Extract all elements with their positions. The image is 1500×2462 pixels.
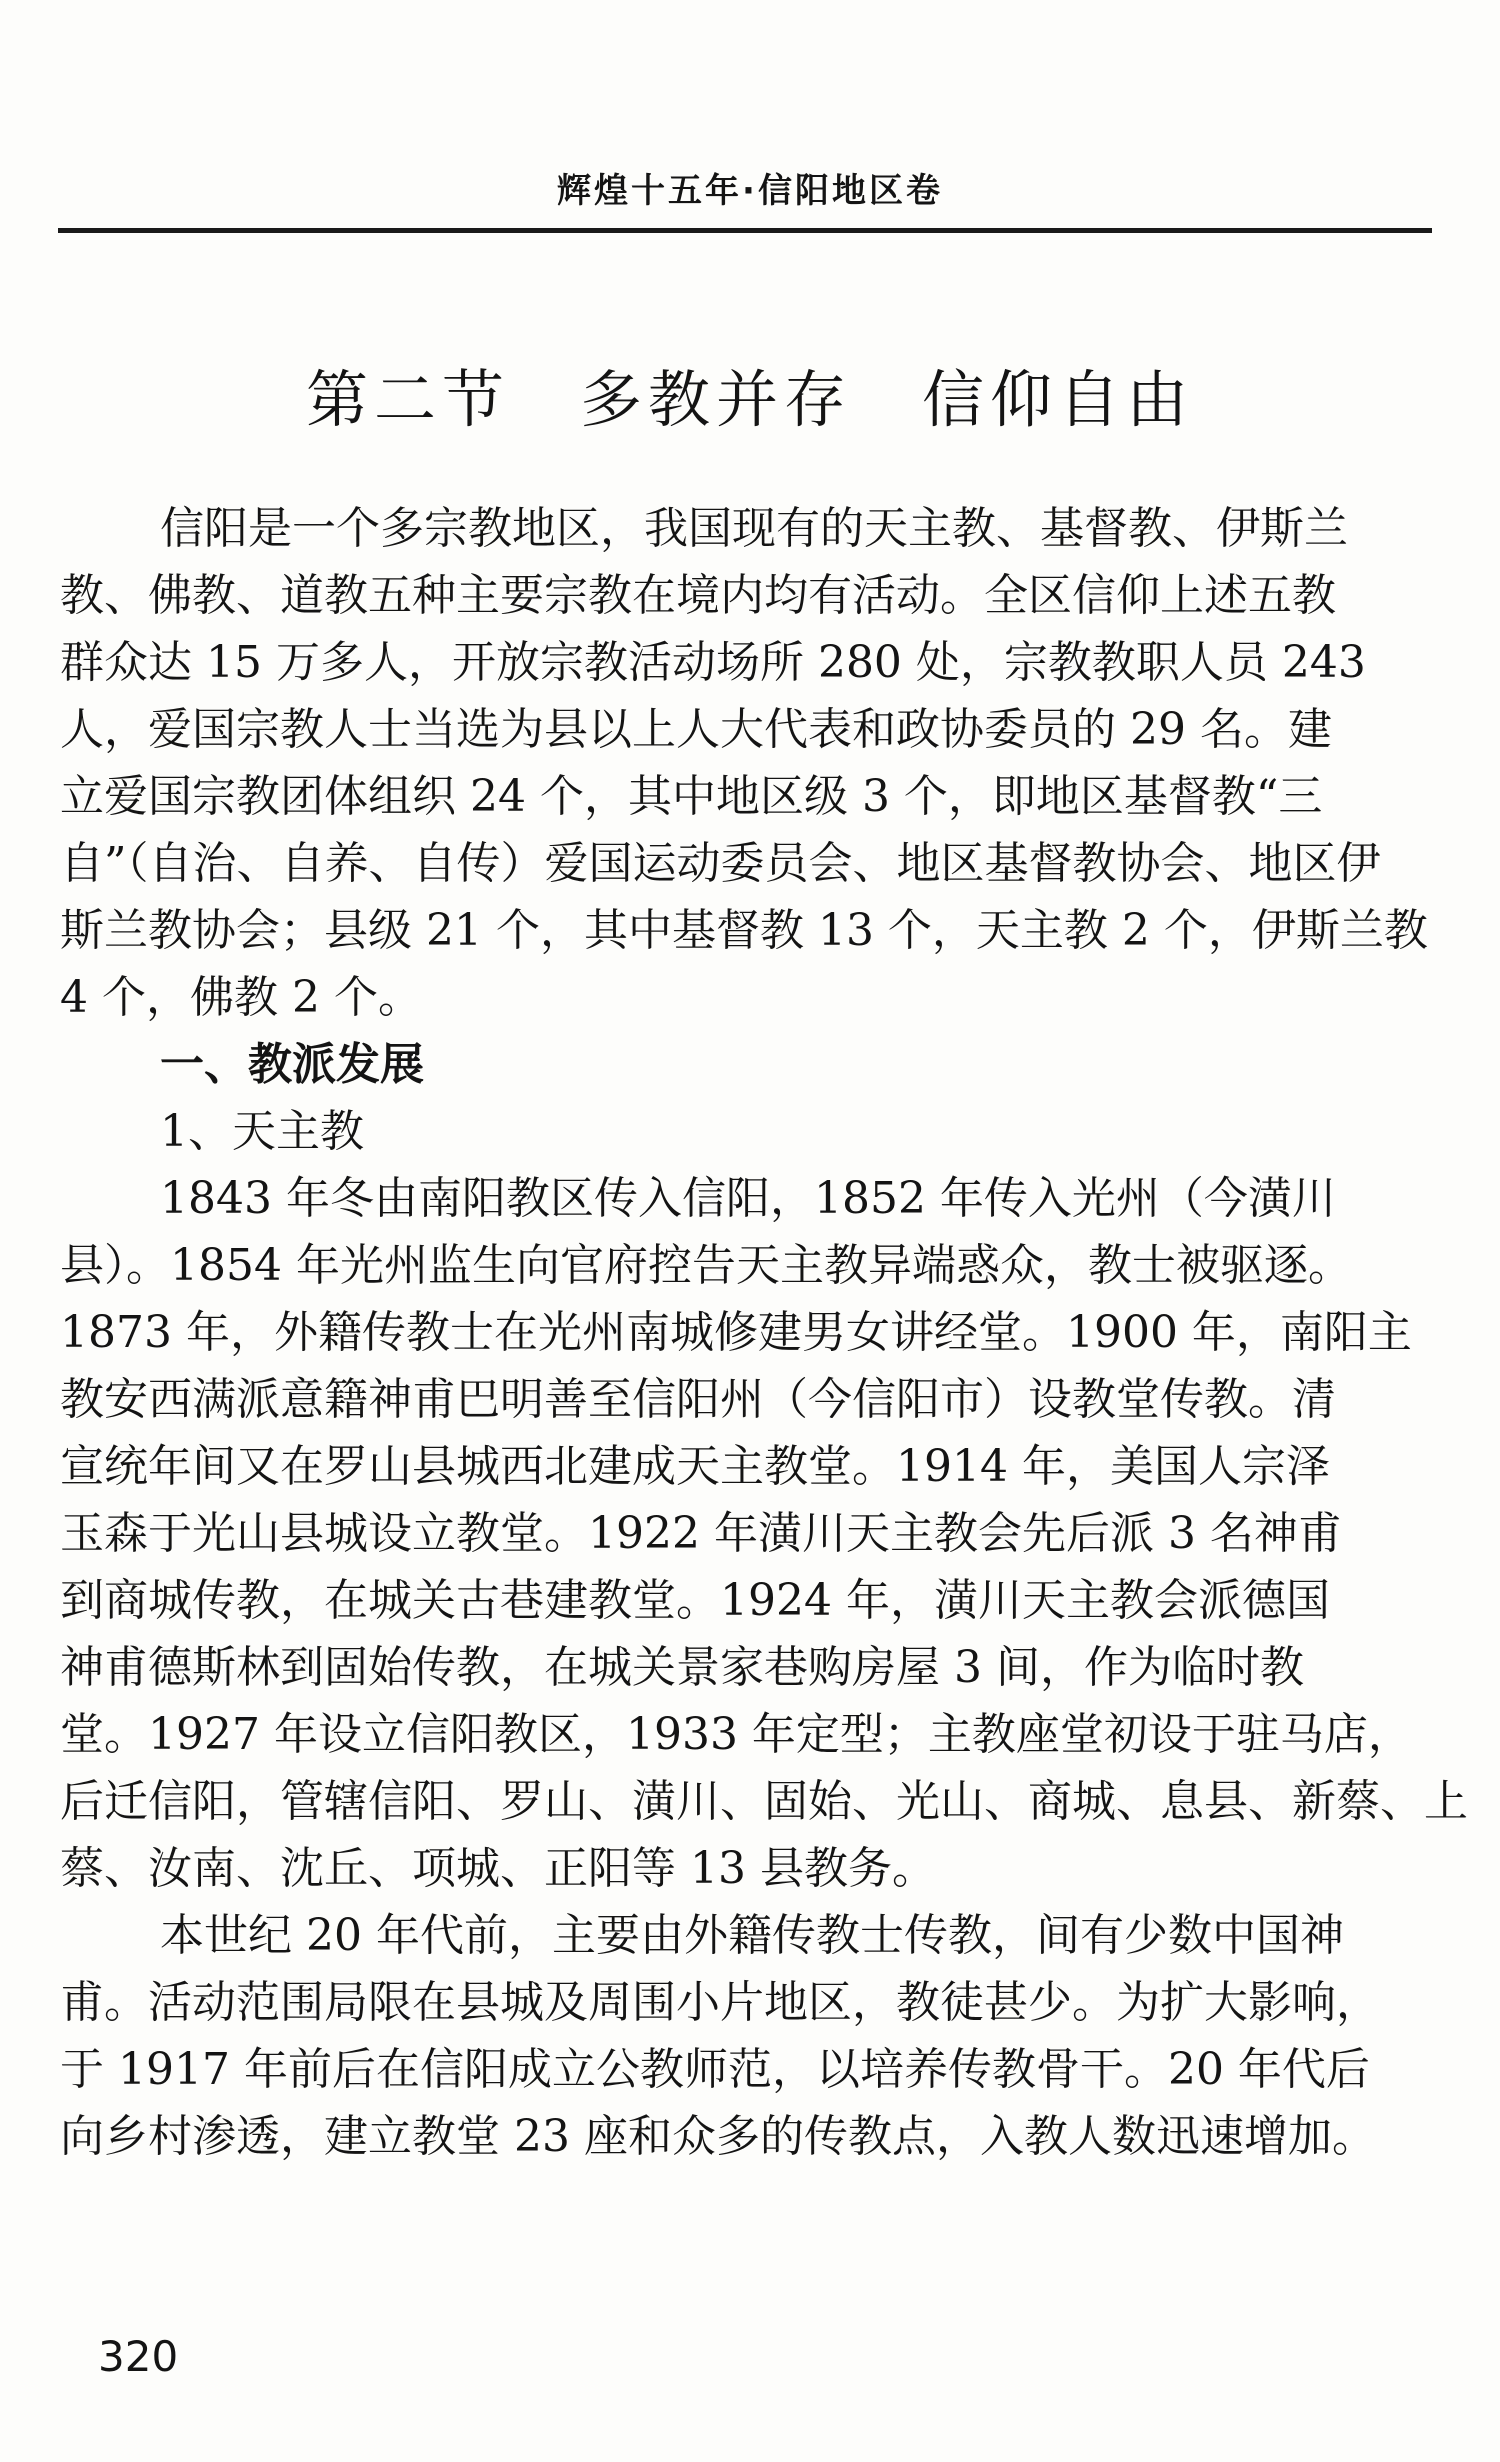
- paragraph-2-line-4: 教安西满派意籍神甫巴明善至信阳州（今信阳市）设教堂传教。清: [60, 1374, 1336, 1425]
- body-text: [60, 495, 1468, 2170]
- paragraph-1-line-8: 4 个，佛教 2 个。: [60, 972, 422, 1023]
- header-rule: [58, 228, 1432, 233]
- paragraph-2-line-6: 玉森于光山县城设立教堂。1922 年潢川天主教会先后派 3 名神甫: [60, 1508, 1342, 1559]
- paragraph-2-line-9: 堂。1927 年设立信阳教区，1933 年定型；主教座堂初设于驻马店，: [60, 1709, 1412, 1760]
- paragraph-1-line-5: 立爱国宗教团体组织 24 个，其中地区级 3 个，即地区基督教“三: [60, 771, 1323, 822]
- paragraph-1-line-4: 人，爱国宗教人士当选为县以上人大代表和政协委员的 29 名。建: [60, 704, 1332, 755]
- paragraph-2-line-8: 神甫德斯林到固始传教，在城关景家巷购房屋 3 间，作为临时教: [60, 1642, 1304, 1693]
- section-number: 第二节: [305, 363, 510, 436]
- paragraph-1-line-2: 教、佛教、道教五种主要宗教在境内均有活动。全区信仰上述五教: [60, 570, 1336, 621]
- paragraph-2-line-10: 后迁信阳，管辖信阳、罗山、潢川、固始、光山、商城、息县、新蔡、上: [60, 1776, 1468, 1827]
- sub-subsection-heading: 1、天主教: [160, 1106, 364, 1157]
- page-number: 320: [98, 2332, 179, 2381]
- paragraph-1-line-7: 斯兰教协会；县级 21 个，其中基督教 13 个，天主教 2 个，伊斯兰教: [60, 905, 1428, 956]
- section-title-part1: 多教并存: [579, 363, 852, 436]
- paragraph-3-line-1: 本世纪 20 年代前，主要由外籍传教士传教，间有少数中国神: [160, 1910, 1344, 1961]
- paragraph-2-line-11: 蔡、汝南、沈丘、项城、正阳等 13 县教务。: [60, 1843, 936, 1894]
- paragraph-1-line-1: 信阳是一个多宗教地区，我国现有的天主教、基督教、伊斯兰: [160, 503, 1348, 554]
- paragraph-2-line-1: 1843 年冬由南阳教区传入信阳，1852 年传入光州（今潢川: [160, 1173, 1336, 1224]
- paragraph-2-line-3: 1873 年，外籍传教士在光州南城修建男女讲经堂。1900 年，南阳主: [60, 1307, 1412, 1358]
- paragraph-3-line-4: 向乡村渗透，建立教堂 23 座和众多的传教点，入教人数迅速增加。: [60, 2111, 1376, 2162]
- paragraph-1-line-3: 群众达 15 万多人，开放宗教活动场所 280 处，宗教教职人员 243: [60, 637, 1366, 688]
- paragraph-3-line-3: 于 1917 年前后在信阳成立公教师范，以培养传教骨干。20 年代后: [60, 2044, 1370, 2095]
- paragraph-2-line-7: 到商城传教，在城关古巷建教堂。1924 年，潢川天主教会派德国: [60, 1575, 1330, 1626]
- subsection-heading: 一、教派发展: [160, 1039, 424, 1090]
- paragraph-3-line-2: 甫。活动范围局限在县城及周围小片地区，教徒甚少。为扩大影响，: [60, 1977, 1380, 2028]
- running-header: 辉煌十五年·信阳地区卷: [557, 171, 943, 211]
- section-title: [0, 350, 1500, 439]
- section-title-part2: 信仰自由: [922, 363, 1195, 436]
- paragraph-1-line-6: 自”（自治、自养、自传）爱国运动委员会、地区基督教协会、地区伊: [60, 838, 1381, 889]
- paragraph-2-line-2: 县）。1854 年光州监生向官府控告天主教异端惑众，教士被驱逐。: [60, 1240, 1352, 1291]
- paragraph-2-line-5: 宣统年间又在罗山县城西北建成天主教堂。1914 年，美国人宗泽: [60, 1441, 1330, 1492]
